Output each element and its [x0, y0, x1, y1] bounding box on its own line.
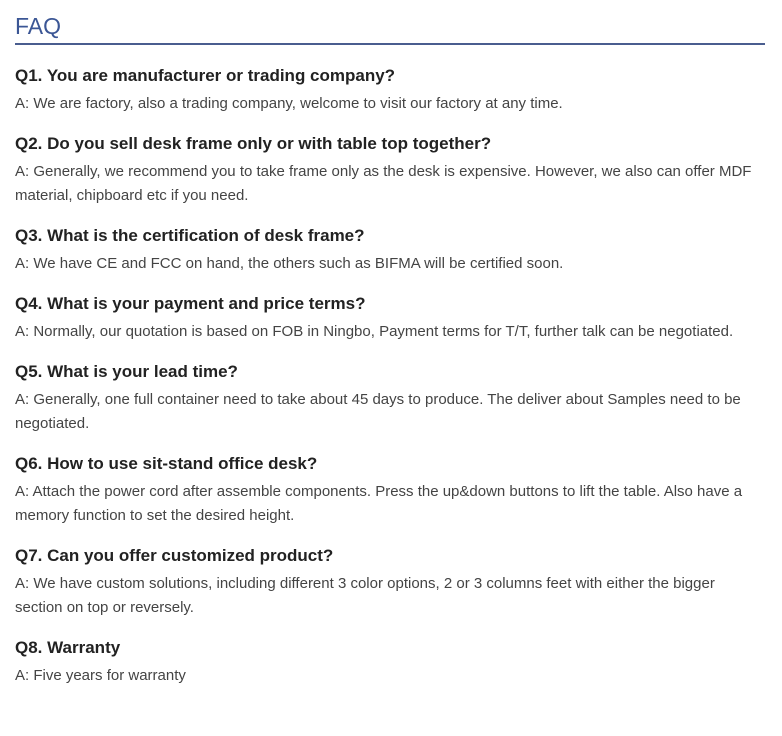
faq-answer: A: Normally, our quotation is based on FOB in Ningbo, Payment terms for T/T, further talk can be negotiated. — [15, 323, 734, 340]
faq-answer: A: Attach the power cord after assemble components. Press the up&down buttons to lift the table. Also have a memory function to set the desired height. — [15, 483, 743, 524]
faq-question: Q7. Can you offer customized product? — [15, 546, 334, 565]
faq-item — [15, 292, 765, 344]
faq-question: Q5. What is your lead time? — [15, 362, 238, 381]
faq-answer: A: Generally, one full container need to take about 45 days to produce. The deliver about Samples need to be negotiated. — [15, 391, 741, 432]
faq-answer: A: We have CE and FCC on hand, the others such as BIFMA will be certified soon. — [15, 255, 564, 272]
faq-question: Q2. Do you sell desk frame only or with table top together? — [15, 134, 492, 153]
faq-item — [15, 544, 765, 620]
faq-question: Q3. What is the certification of desk frame? — [15, 226, 365, 245]
faq-answer: A: Five years for warranty — [15, 667, 186, 684]
faq-answer: A: We are factory, also a trading company, welcome to visit our factory at any time. — [15, 95, 563, 112]
faq-question: Q4. What is your payment and price terms? — [15, 294, 366, 313]
faq-question: Q1. You are manufacturer or trading company? — [15, 66, 396, 85]
faq-item — [15, 636, 765, 688]
faq-answer: A: We have custom solutions, including different 3 color options, 2 or 3 columns feet with either the bigger section on top or reversely. — [15, 575, 715, 616]
faq-title: FAQ — [15, 13, 62, 39]
faq-item — [15, 452, 765, 528]
faq-item — [15, 64, 765, 116]
faq-question: Q8. Warranty — [15, 638, 121, 657]
faq-item — [15, 132, 765, 208]
faq-item — [15, 360, 765, 436]
faq-header — [15, 0, 765, 45]
faq-item — [15, 224, 765, 276]
faq-answer: A: Generally, we recommend you to take frame only as the desk is expensive. However, we also can offer MDF material, chipboard etc if you need. — [15, 163, 752, 204]
faq-list — [15, 64, 765, 688]
faq-question: Q6. How to use sit-stand office desk? — [15, 454, 318, 473]
